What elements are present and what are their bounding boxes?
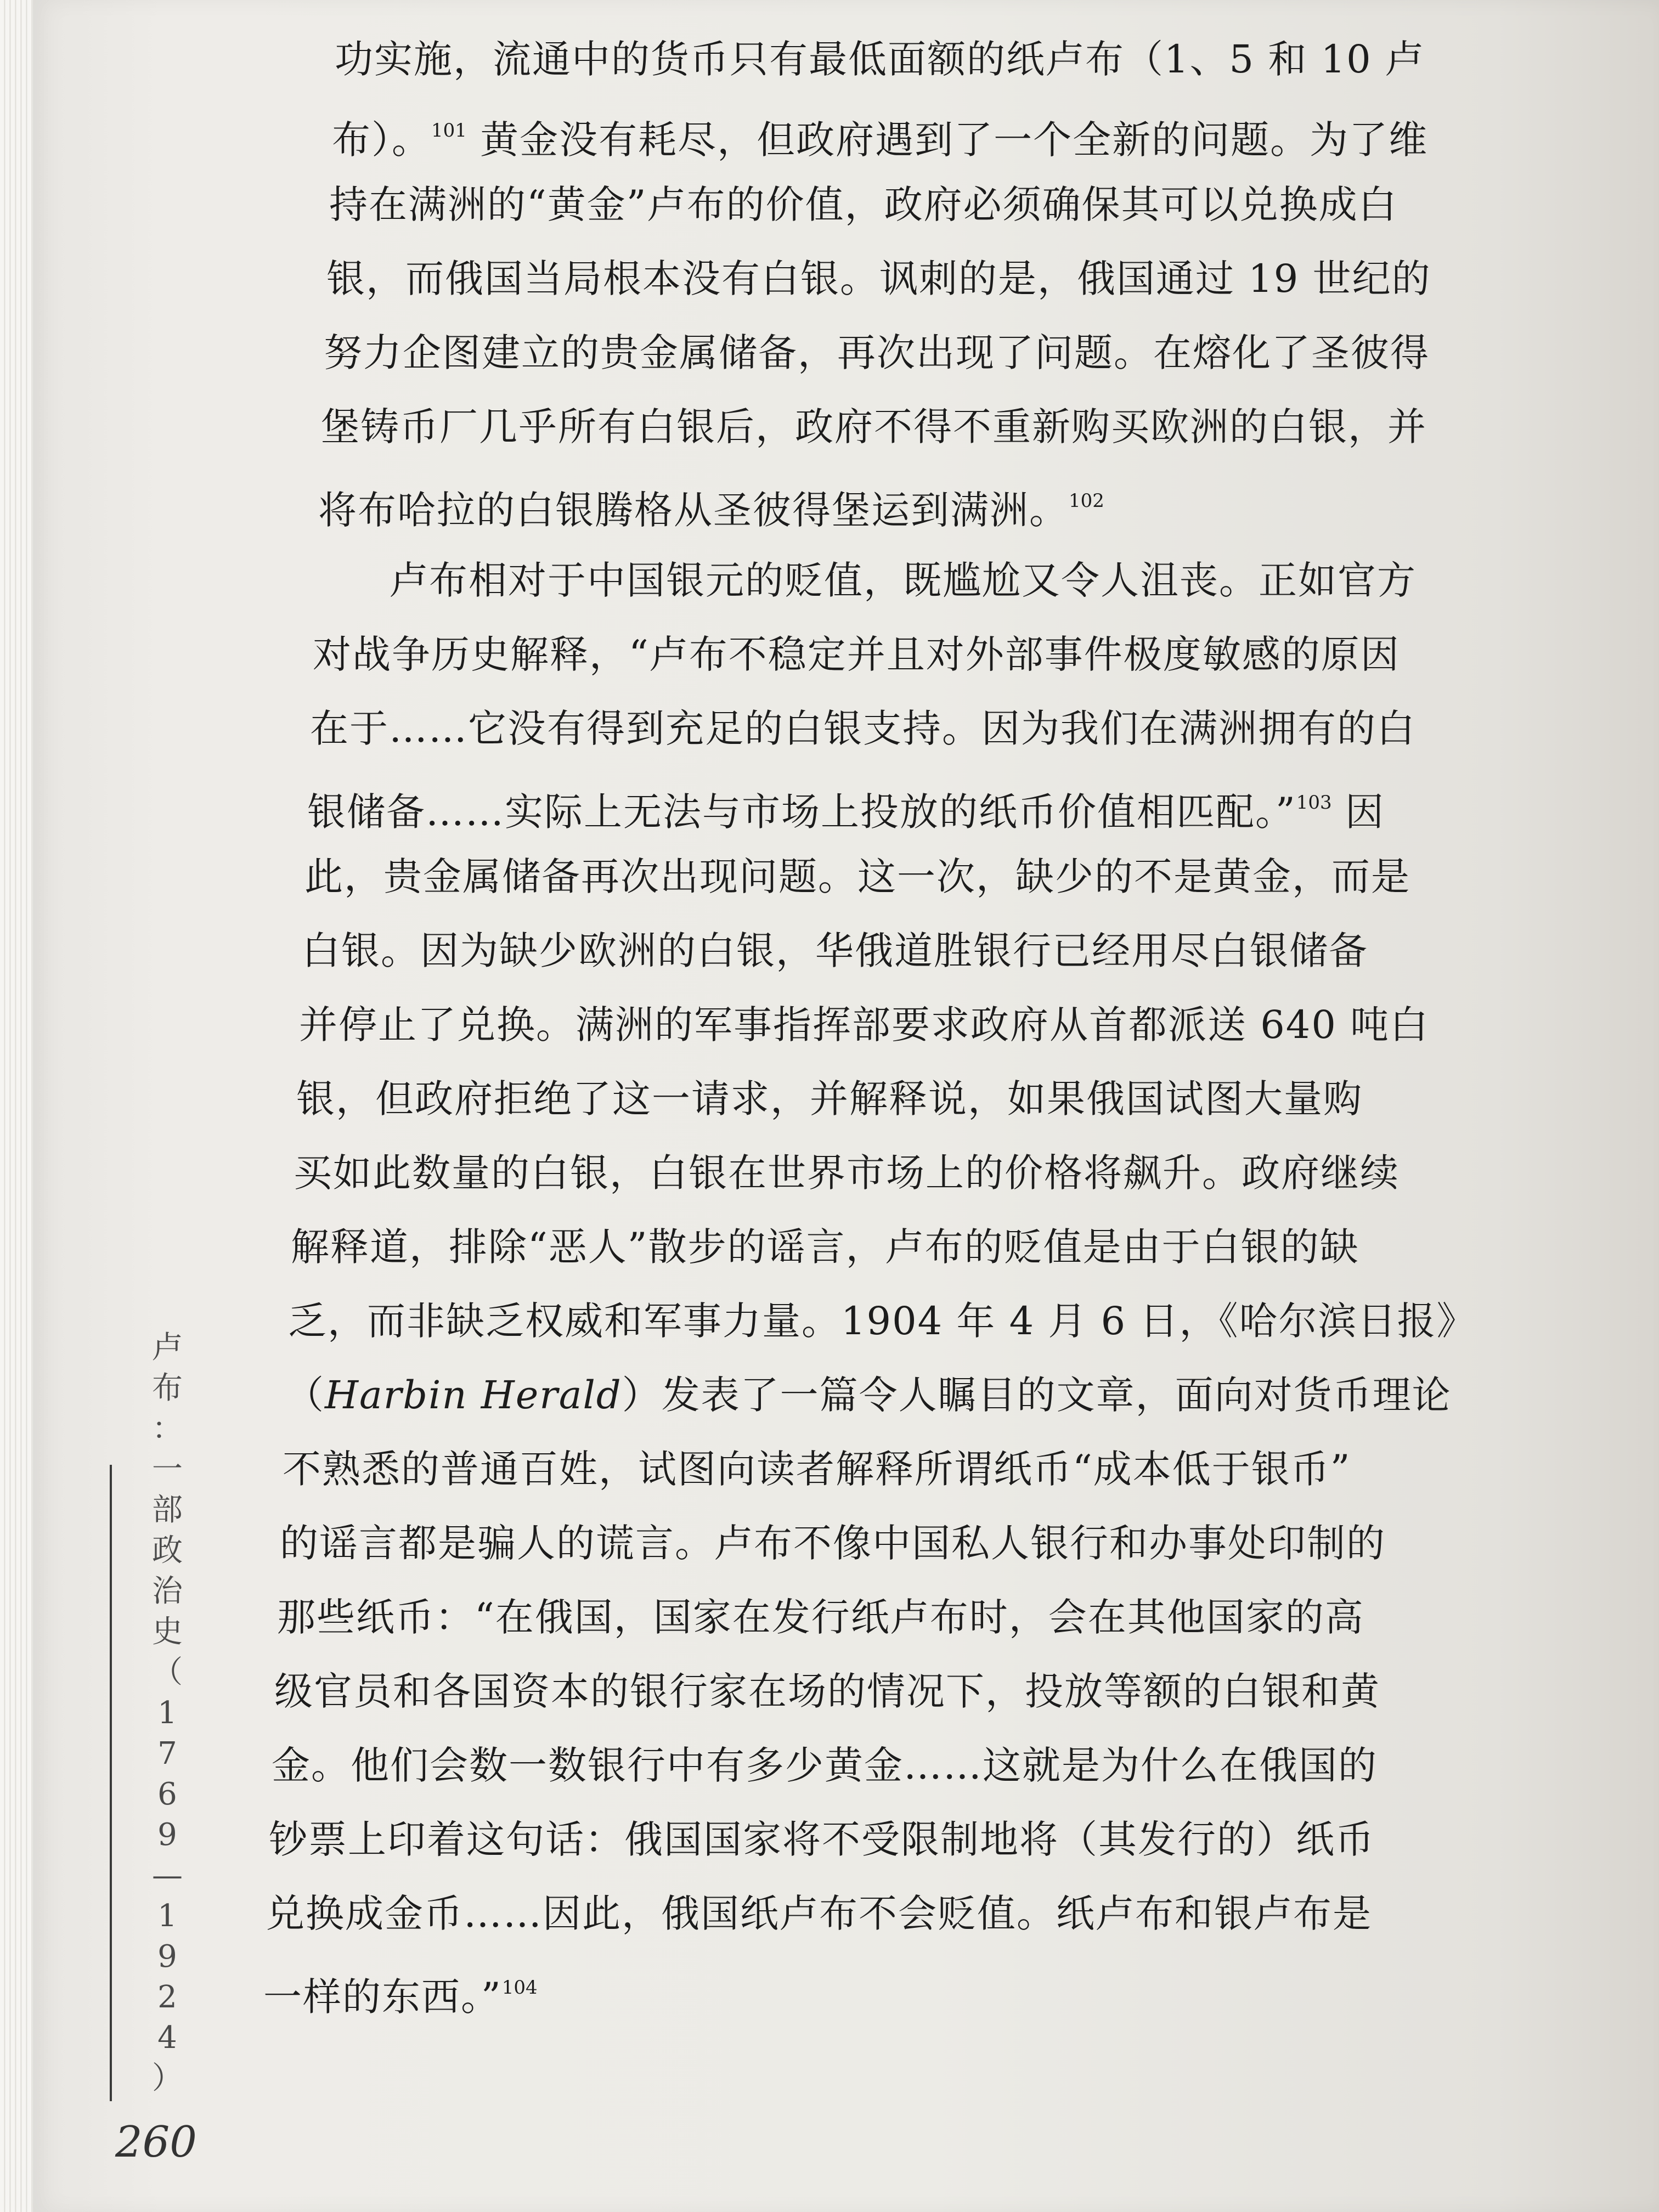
text-line: 功实施，流通中的货币只有最低面额的纸卢布（1、5 和 10 卢 xyxy=(335,37,1425,82)
text-line: 堡铸币厂几乎所有白银后，政府不得不重新购买欧洲的白银，并 xyxy=(321,404,1427,449)
running-title-char: 治 xyxy=(152,1573,183,1609)
text-line: 乏，而非缺乏权威和军事力量。1904 年 4 月 6 日，《哈尔滨日报》 xyxy=(288,1299,1476,1344)
text-line: 银，但政府拒绝了这一请求，并解释说，如果俄国试图大量购 xyxy=(296,1076,1363,1121)
text-line: 并停止了兑换。满洲的军事指挥部要求政府从首都派送 640 吨白 xyxy=(299,1002,1430,1047)
running-title-vertical xyxy=(148,1328,187,2099)
running-title-char: （ xyxy=(152,1655,183,1690)
running-title-char: 2 xyxy=(157,1979,177,2015)
running-title-char: 9 xyxy=(157,1939,177,1974)
page-number: 260 xyxy=(115,2118,197,2167)
running-title-char: 7 xyxy=(157,1736,177,1771)
running-title-char: 部 xyxy=(152,1492,183,1528)
footnote-ref: 103 xyxy=(1296,792,1332,814)
running-title-char: 卢 xyxy=(152,1330,183,1365)
text-line: 解释道，排除“恶人”散步的谣言，卢布的贬值是由于白银的缺 xyxy=(291,1224,1359,1269)
text-line: 买如此数量的白银，白银在世界市场上的价格将飙升。政府继续 xyxy=(294,1150,1400,1195)
running-title-char: 1 xyxy=(157,1695,177,1731)
running-title-char: 布 xyxy=(152,1370,183,1406)
running-title-char: 1 xyxy=(157,1898,177,1934)
text-line: 布）。$^{101}$ 黄金没有耗尽，但政府遇到了一个全新的问题。为了维 xyxy=(332,117,1429,162)
text-line: 努力企图建立的贵金属储备，再次出现了问题。在熔化了圣彼得 xyxy=(324,330,1430,375)
text-line: 银储备……实际上无法与市场上投放的纸币价值相匹配。”$^{103}$ 因 xyxy=(307,789,1385,834)
running-title-char: 史 xyxy=(152,1614,183,1650)
text-line: 的谣言都是骗人的谎言。卢布不像中国私人银行和办事处印制的 xyxy=(280,1521,1386,1566)
text-line: 银，而俄国当局根本没有白银。讽刺的是，俄国通过 19 世纪的 xyxy=(326,256,1431,301)
text-line: 对战争历史解释，“卢布不稳定并且对外部事件极度敏感的原因 xyxy=(313,632,1400,677)
running-title-rule xyxy=(110,1465,112,2101)
text-line: 金。他们会数一数银行中有多少黄金……这就是为什么在俄国的 xyxy=(272,1743,1378,1788)
paragraph-start-line: 卢布相对于中国银元的贬值，既尴尬又令人沮丧。正如官方 xyxy=(390,558,1417,603)
footnote-ref: 102 xyxy=(1069,490,1104,512)
italic-title: Harbin Herald xyxy=(325,1373,622,1418)
running-title-char: 一 xyxy=(152,1452,183,1487)
running-title-char: 4 xyxy=(157,2020,177,2056)
running-title-char: ： xyxy=(152,1411,183,1447)
text-line: 钞票上印着这句话：俄国国家将不受限制地将（其发行的）纸币 xyxy=(269,1817,1375,1862)
footnote-ref: 101 xyxy=(431,120,467,142)
text-line: 在于……它没有得到充足的白银支持。因为我们在满洲拥有的白 xyxy=(310,706,1416,751)
text-line: 不熟悉的普通百姓，试图向读者解释所谓纸币“成本低于银币” xyxy=(283,1447,1351,1492)
running-title-char: — xyxy=(152,1858,183,1893)
running-title-char: 6 xyxy=(157,1776,177,1812)
footnote-ref: 104 xyxy=(501,1977,538,1999)
running-title-char: ） xyxy=(152,2061,183,2096)
running-title-char: 政 xyxy=(152,1533,183,1568)
text-line: 那些纸币：“在俄国，国家在发行纸卢布时，会在其他国家的高 xyxy=(277,1595,1364,1640)
text-line: 白银。因为缺少欧洲的白银，华俄道胜银行已经用尽白银储备 xyxy=(302,928,1368,973)
text-line: （Harbin Herald）发表了一篇令人瞩目的文章，面向对货币理论 xyxy=(285,1373,1452,1418)
text-line: 级官员和各国资本的银行家在场的情况下，投放等额的白银和黄 xyxy=(274,1669,1380,1714)
text-line: 持在满洲的“黄金”卢布的价值，政府必须确保其可以兑换成白 xyxy=(329,182,1398,227)
text-line: 一样的东西。”$^{104}$ xyxy=(263,1974,538,2019)
text-line: 此，贵金属储备再次出现问题。这一次，缺少的不是黄金，而是 xyxy=(304,854,1410,899)
text-line: 将布哈拉的白银腾格从圣彼得堡运到满洲。$^{102}$ xyxy=(318,488,1104,533)
running-title-char: 9 xyxy=(157,1817,177,1853)
text-line: 兑换成金币……因此，俄国纸卢布不会贬值。纸卢布和银卢布是 xyxy=(266,1891,1372,1936)
